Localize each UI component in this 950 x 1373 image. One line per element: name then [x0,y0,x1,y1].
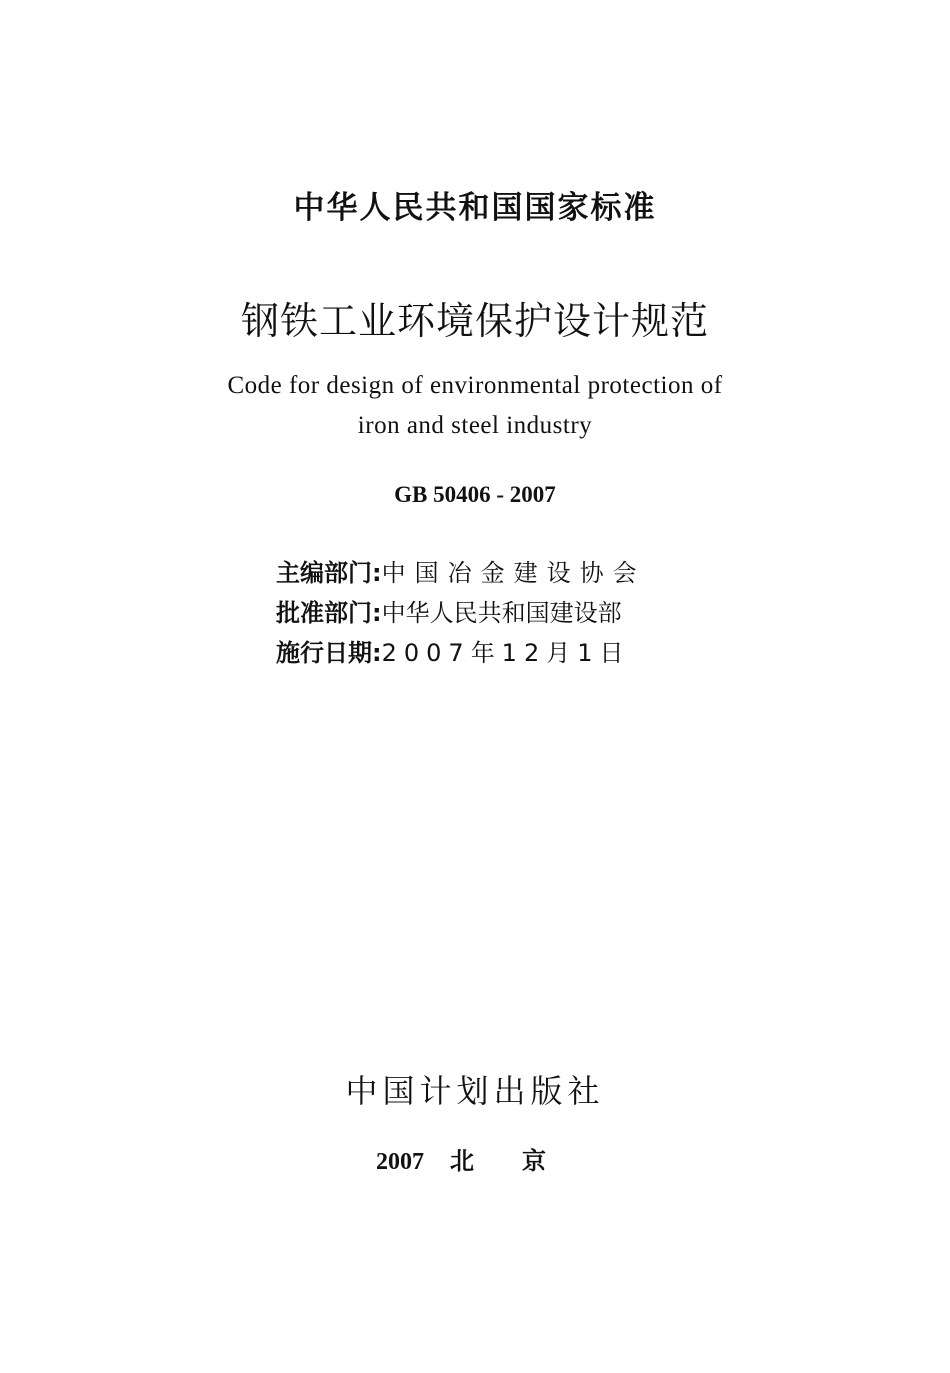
info-label: 主编部门: [276,559,382,587]
publication-city: 北京 [450,1147,594,1175]
info-row-chief-editor [276,553,646,588]
info-value: 2007年12月1日 [381,639,631,667]
document-title-chinese: 钢铁工业环境保护设计规范 [240,299,709,343]
info-row-approval-department [276,593,622,628]
info-label: 施行日期: [276,639,382,667]
standard-series-heading: 中华人民共和国国家标准 [293,190,657,226]
document-title-english-line-2: iron and steel industry [357,412,593,439]
document-title-english-line-1: Code for design of environmental protection of [227,372,723,399]
publication-year: 2007 [376,1149,424,1175]
standard-code: GB 50406 - 2007 [394,482,556,507]
info-value: 中华人民共和国建设部 [381,599,622,627]
publication-info [376,1141,594,1176]
info-label: 批准部门: [276,599,382,627]
info-row-effective-date [276,633,631,668]
info-value: 中国冶金建设协会 [381,559,646,587]
publisher-name: 中国计划出版社 [345,1072,605,1110]
